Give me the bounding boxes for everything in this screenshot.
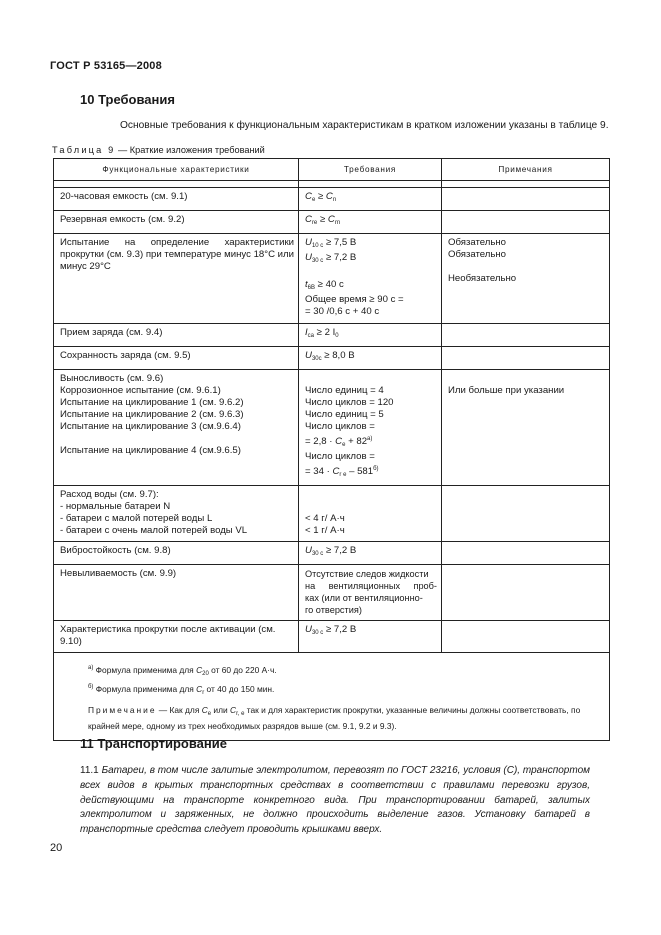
cell-requirement: Число единиц = 4 Число циклов = 120 Число единиц = 5 Число циклов = = $2,8 \cdot C_e + 82^{a)}$ Число циклов = = $34 \cdot C_{r e} - 581^{б)}$ [299,370,442,486]
cell-note [442,565,610,621]
table-remark: Примечание — Как для $C_e$ или $C_{r, e}$ так и для характеристик прокрутки, указанные величины должны соответствовать, по крайней мере, одному из трех необходимых разрядов выше (см. 9.1, 9.2 и 9.3). [88,705,581,731]
formula-ica: $I_{ca} \ge 2$ $I_0$ [305,327,339,339]
cell-characteristic: Характеристика прокрутки после активации (см. 9.10) [54,621,299,653]
formula-u30-8: $U_{30с} \ge 8,0$ В [305,350,355,362]
table-caption-label: Таблица 9 [52,145,116,155]
formula-cycles-a: = $2,8 \cdot C_e + 82^{a)}$ [305,436,373,448]
formula-t6v: $t_{6В} \ge 40$ с [305,279,344,291]
formula-ce-cn: $C_e \ge C_n$ [305,191,337,203]
cell-note [442,621,610,653]
formula-cre-crn: $C_{re} \ge C_{rn}$ [305,214,341,226]
cell-requirement [299,188,442,211]
footnote-a: $^{а)}$ Формула применима для $C_{20}$ от 60 до 220 А·ч. [88,665,277,677]
cell-characteristic: Испытание на определение характеристики прокрутки (см. 9.3) при температуре минус 18°С или минус 29°С [54,234,299,324]
cell-requirement [299,324,442,347]
cell-characteristic: Выносливость (см. 9.6) Коррозионное испытание (см. 9.6.1) Испытание на циклирование 1 (см. 9.6.2) Испытание на циклирование 2 (см. 9.6.3) Испытание на циклирование 3 (см.9.6.4) Испытание на циклирование 4 (см.9.6.5) [54,370,299,486]
footnote-b: $^{б)}$ Формула применима для $C_r$ от 40 до 150 мин. [88,683,275,696]
cell-requirement [299,211,442,234]
cell-requirement [299,621,442,653]
cell-requirement: $U_{10 с} \ge 7,5$ В $U_{30 с} \ge 7,2$ В $t_{6В} \ge 40$ с Общее время ≥ 90 с = = 30 /0,6 с + 40 с [299,234,442,324]
table-row [54,347,610,370]
cell-note [442,347,610,370]
cell-requirement [299,347,442,370]
table-caption-text: — Краткие изложения требований [115,145,265,155]
table-header-row [54,159,610,181]
formula-u30: $U_{30 с} \ge 7,2$ В [305,252,357,264]
table-caption [52,145,265,155]
table-row [54,211,610,234]
table-row [54,565,610,621]
table-row [54,370,610,486]
header-notes: Примечания [442,159,610,181]
formula-cycles-b: = $34 \cdot C_{r e} - 581^{б)}$ [305,466,379,478]
table-row [54,324,610,347]
table-row [54,486,610,542]
table-notes-row [54,653,610,741]
cell-note [442,542,610,565]
requirements-table [53,158,610,741]
table-row [54,621,610,653]
formula-u30-vib: $U_{30 с} \ge 7,2$ В [305,545,357,557]
section-10-title: 10 Требования [80,92,175,107]
cell-requirement: < 4 г/ А·ч < 1 г/ А·ч [299,486,442,542]
section-11-paragraph: 11.1 Батареи, в том числе залитые электролитом, перевозят по ГОСТ 23216, условия (С), транспортом всех видов в крытых транспортных средствах в соответствии с правилами перевозки грузов, действующими на транспорте конкретного вида. При транспортировании батарей, залитых электролитом и заряженных, не должно происходить выделение газов. Установку батарей в транспортные средства следует проводить крышками вверх. [80,765,590,836]
header-requirements: Требования [299,159,442,181]
cell-requirement [299,542,442,565]
section-10-intro: Основные требования к функциональным характеристикам в кратком изложении указаны в таблице 9. [120,120,609,131]
cell-note [442,324,610,347]
page-number: 20 [50,842,63,854]
table-row [54,188,610,211]
cell-characteristic: Прием заряда (см. 9.4) [54,324,299,347]
cell-characteristic: 20-часовая емкость (см. 9.1) [54,188,299,211]
cell-characteristic: Вибростойкость (см. 9.8) [54,542,299,565]
cell-note: Или больше при указании [442,370,610,486]
cell-characteristic: Резервная емкость (см. 9.2) [54,211,299,234]
cell-characteristic: Расход воды (см. 9.7): - нормальные батареи N - батареи с малой потерей воды L - батареи с очень малой потерей воды VL [54,486,299,542]
document-header: ГОСТ Р 53165—2008 [50,60,162,72]
section-11-title: 11 Транспортирование [80,736,227,751]
cell-characteristic: Сохранность заряда (см. 9.5) [54,347,299,370]
cell-requirement: Отсутствие следов жидкости на вентиляционных проб- ках (или от вентиляционно- го отверстия) [299,565,442,621]
formula-u10: $U_{10 с} \ge 7,5$ В [305,237,357,249]
formula-u30-act: $U_{30 с} \ge 7,2$ В [305,624,357,636]
cell-note [442,486,610,542]
cell-note [442,211,610,234]
cell-characteristic: Невыливаемость (см. 9.9) [54,565,299,621]
table-notes [54,653,610,741]
header-characteristics: Функциональные характеристики [54,159,299,181]
table-row [54,542,610,565]
cell-note [442,188,610,211]
cell-note: Обязательно Обязательно Необязательно [442,234,610,324]
table-row [54,234,610,324]
